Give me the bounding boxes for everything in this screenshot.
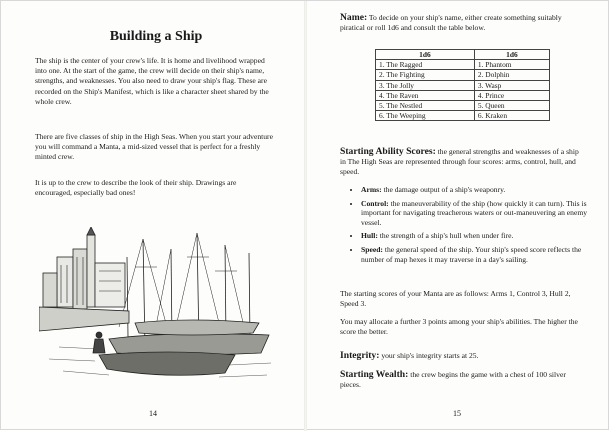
list-item: [361, 231, 596, 241]
wealth-section: [340, 370, 582, 390]
table-header-row: [376, 50, 550, 60]
table-cell: 3. The Jolly: [376, 80, 475, 90]
table-row: [376, 111, 550, 121]
ability-name: Hull:: [361, 231, 378, 241]
table-header-cell: 1d6: [376, 50, 475, 60]
table-cell: 6. The Weeping: [376, 111, 475, 121]
abilities-heading: Starting Ability Scores:: [340, 146, 436, 157]
table-cell: 5. The Nestled: [376, 101, 475, 111]
name-section: [340, 13, 582, 33]
intro-paragraph: The ship is the center of your crew's life. It is home and livelihood wrapped into one. At the start of the game, the crew will decide on their ship's name, strengths, and weaknesses. You also need to draw your ship's flag. These are recorded on the Ship's Manifest, which is like a character sheet shared by the whole crew.: [35, 56, 269, 106]
wealth-heading: Starting Wealth:: [340, 369, 409, 380]
ship-name-table: [375, 49, 550, 121]
allocation-text: You may allocate a further 3 points among your ship's abilities. The higher the score the better.: [340, 317, 578, 337]
table-row: [376, 80, 550, 90]
wealth-text: the crew begins the game with a chest of 100 silver pieces.: [340, 370, 566, 390]
name-text: To decide on your ship's name, either create something suitably piratical or roll 1d6 and consult the table below.: [340, 13, 562, 33]
ability-desc: the general speed of the ship. Your ship's speed score reflects the number of map hexes it may traverse in a day's sailing.: [361, 244, 582, 264]
harbor-illustration: [39, 227, 275, 387]
starting-scores-text: The starting scores of your Manta are as follows: Arms 1, Control 3, Hull 2, Speed 3.: [340, 289, 571, 309]
ship-look-paragraph: It is up to the crew to describe the look of their ship. Drawings are encouraged, especially bad ones!: [35, 178, 237, 198]
abilities-text: the general strengths and weaknesses of a ship in The High Seas are represented through four scores: arms, control, hull, and speed.: [340, 147, 579, 177]
table-cell: 6. Kraken: [474, 111, 549, 121]
list-item: [361, 199, 596, 228]
table-cell: 1. The Ragged: [376, 60, 475, 70]
name-heading: Name:: [340, 12, 368, 23]
list-item: [361, 245, 596, 264]
page-title: Building a Ship: [109, 29, 203, 44]
table-cell: 5. Queen: [474, 101, 549, 111]
table-row: [376, 101, 550, 111]
ability-list: [347, 185, 596, 268]
list-item: [361, 185, 596, 195]
table-row: [376, 90, 550, 100]
table-cell: 4. The Raven: [376, 90, 475, 100]
table-cell: 1. Phantom: [474, 60, 549, 70]
ability-desc: the damage output of a ship's weaponry.: [381, 185, 506, 194]
ability-name: Arms:: [361, 185, 382, 194]
table-cell: 2. Dolphin: [474, 70, 549, 80]
table-row: [376, 70, 550, 80]
ability-name: Control:: [361, 198, 389, 208]
table-row: [376, 60, 550, 70]
left-page: [1, 1, 304, 431]
table-cell: 4. Prince: [474, 90, 549, 100]
table-header-cell: 1d6: [474, 50, 549, 60]
page-number: 15: [453, 409, 461, 418]
abilities-section: [340, 147, 582, 178]
integrity-section: [340, 351, 582, 361]
ship-classes-paragraph: There are five classes of ship in the High Seas. When you start your adventure you will command a Manta, a mid-sized vessel that is perfect for a freshly minted crew.: [35, 132, 273, 162]
integrity-heading: Integrity:: [340, 350, 380, 361]
table-cell: 3. Wasp: [474, 80, 549, 90]
ability-desc: the maneuverability of the ship (how quickly it can turn). This is important for navigating treacherous waters or out-maneuvering an enemy vessel.: [361, 198, 588, 227]
integrity-text: your ship's integrity starts at 25.: [379, 351, 479, 360]
page-number: 14: [149, 409, 157, 418]
ability-name: Speed:: [361, 244, 383, 254]
right-page: [307, 1, 609, 431]
ability-desc: the strength of a ship's hull when under fire.: [377, 231, 514, 241]
table-cell: 2. The Fighting: [376, 70, 475, 80]
